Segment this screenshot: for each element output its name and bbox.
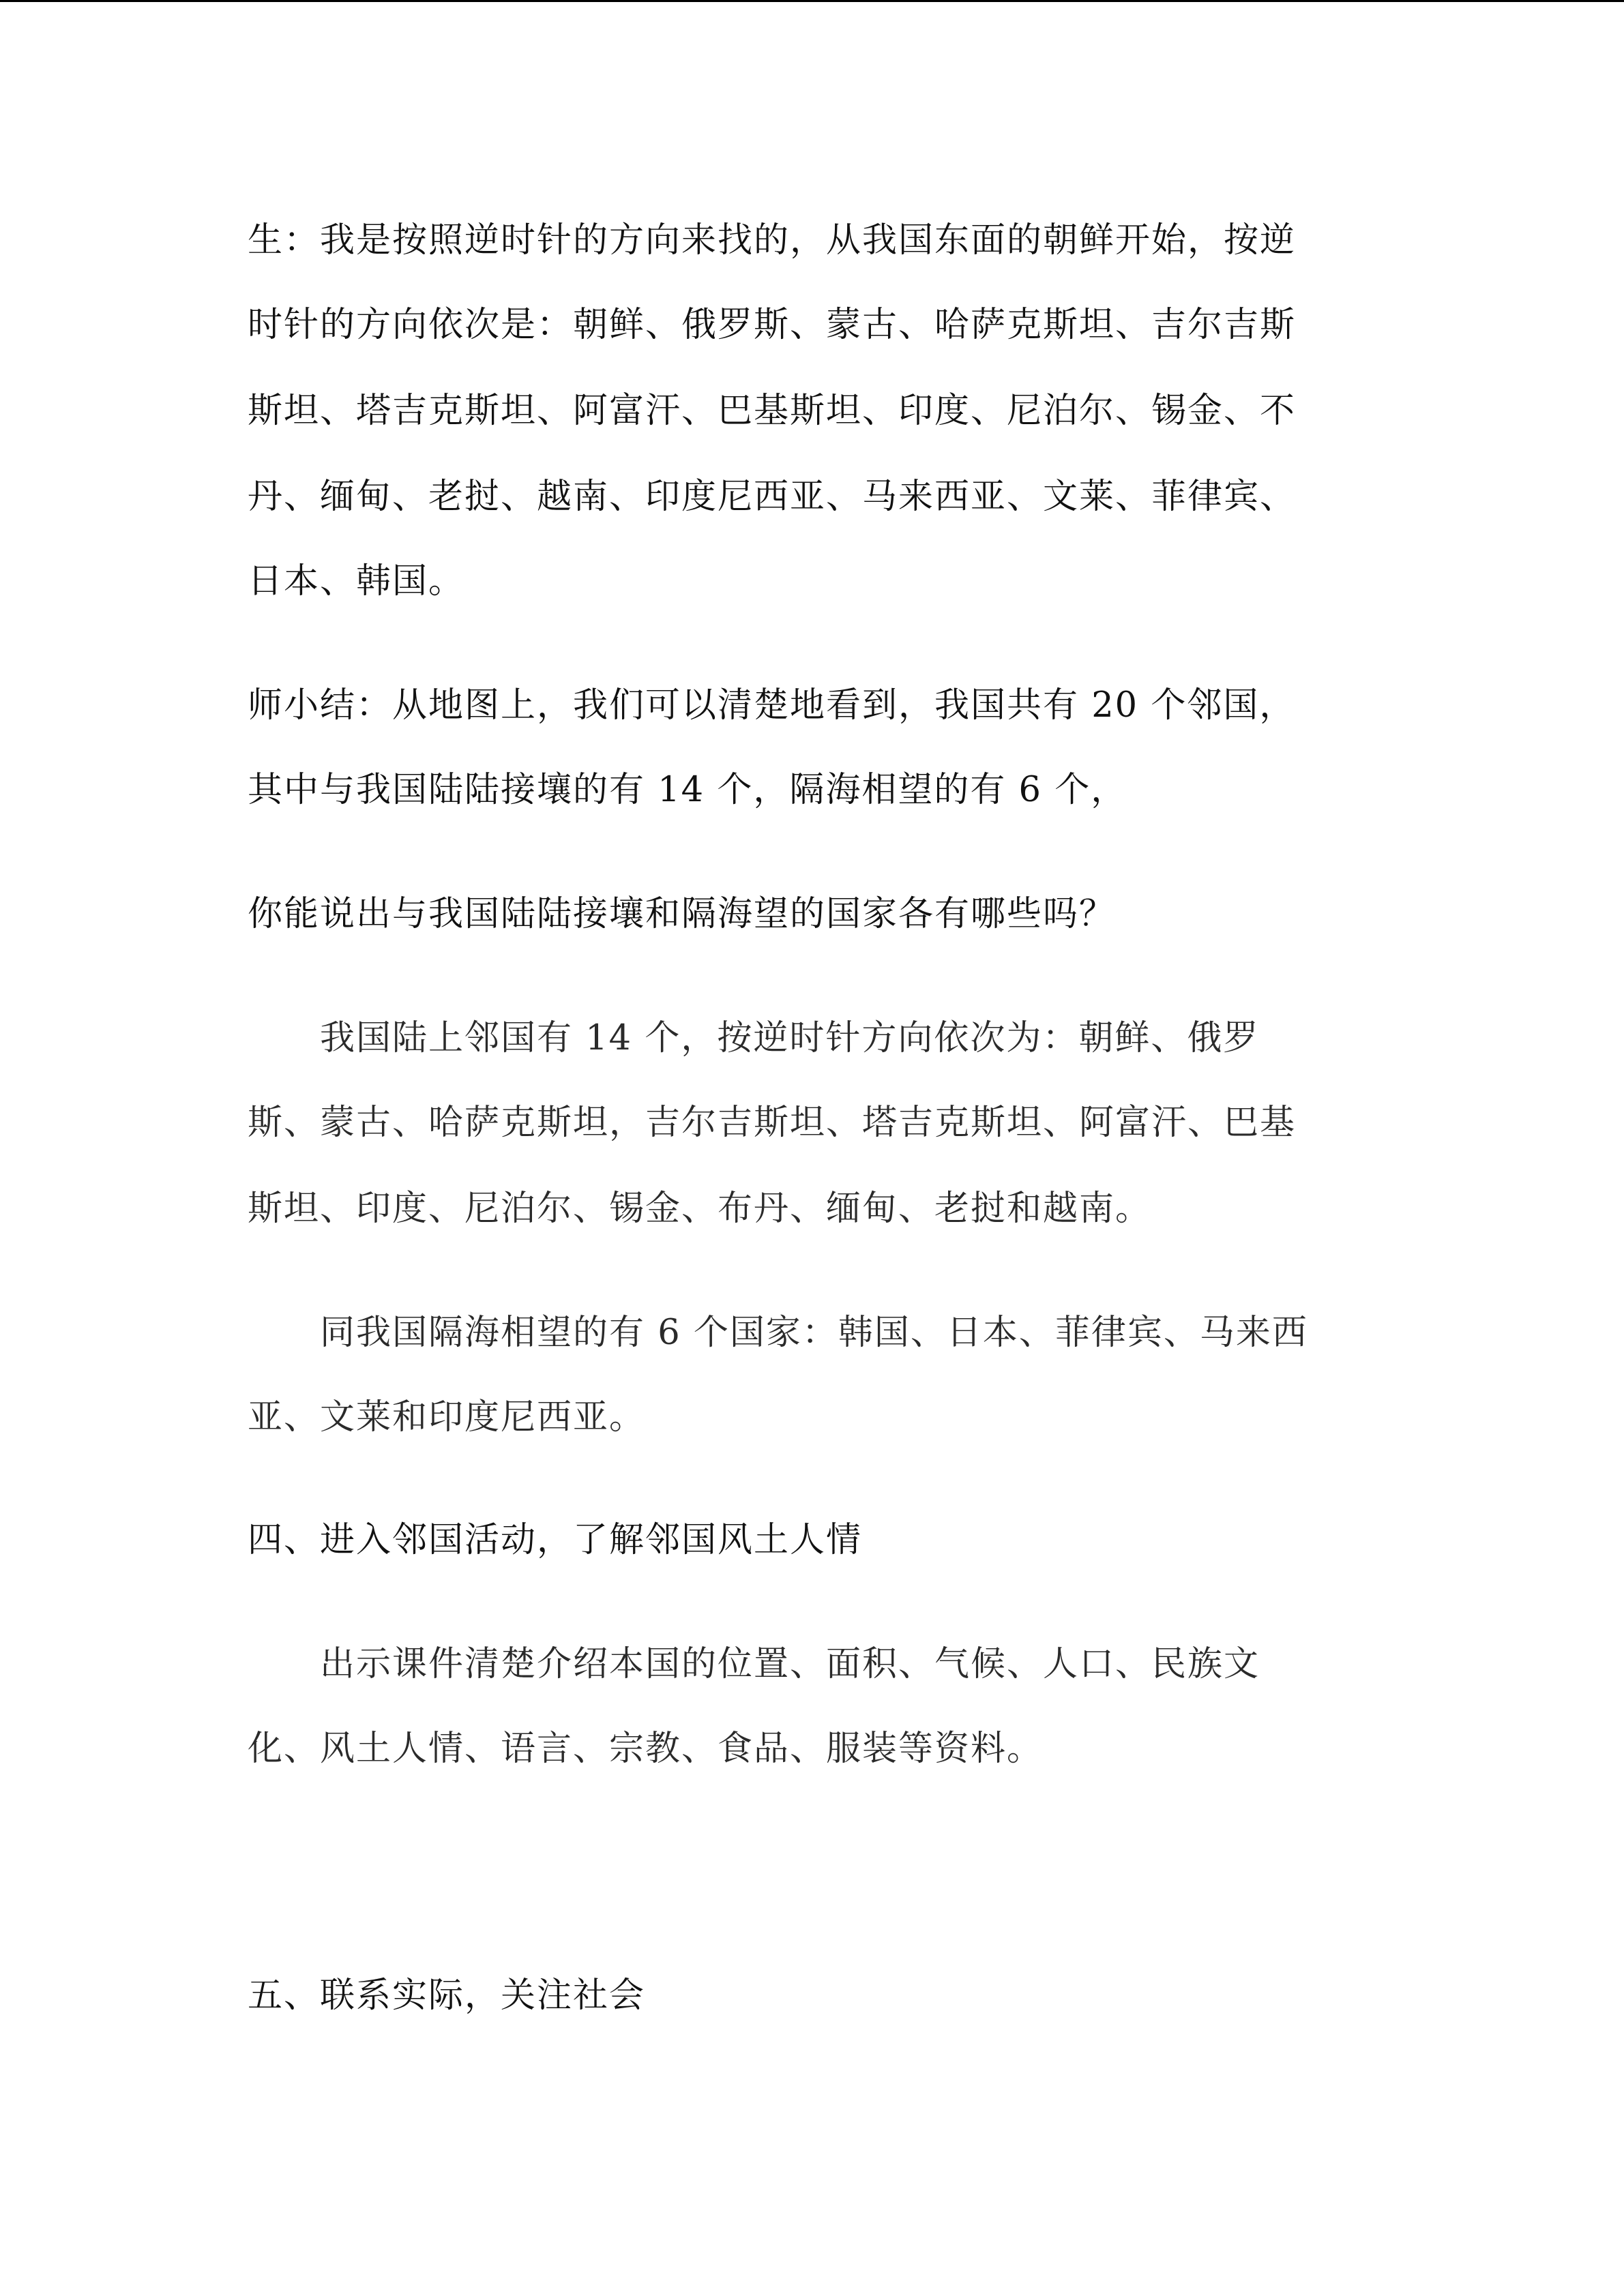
text-line-11: 斯坦、印度、尼泊尔、锡金、布丹、缅甸、老挝和越南。 xyxy=(248,1189,1152,1229)
text-line-1: 生：我是按照逆时针的方向来找的，从我国东面的朝鲜开始，按逆 xyxy=(248,220,1297,260)
text-line-3: 斯坦、塔吉克斯坦、阿富汗、巴基斯坦、印度、尼泊尔、锡金、不 xyxy=(248,391,1297,431)
text-line-15: 出示课件清楚介绍本国的位置、面积、气候、人口、民族文 xyxy=(248,1644,1260,1684)
text-line-8: 你能说出与我国陆陆接壤和隔海望的国家各有哪些吗？ xyxy=(248,894,1116,934)
text-line-16: 化、风土人情、语言、宗教、食品、服装等资料。 xyxy=(248,1729,1044,1769)
section-heading-4: 四、进入邻国活动，了解邻国风土人情 xyxy=(248,1520,863,1560)
text-line-9: 我国陆上邻国有 14 个，按逆时针方向依次为：朝鲜、俄罗 xyxy=(248,1018,1260,1058)
text-line-6: 师小结：从地图上，我们可以清楚地看到，我国共有 20 个邻国， xyxy=(248,685,1296,726)
text-line-2: 时针的方向依次是：朝鲜、俄罗斯、蒙古、哈萨克斯坦、吉尔吉斯 xyxy=(248,305,1297,345)
text-line-4: 丹、缅甸、老挝、越南、印度尼西亚、马来西亚、文莱、菲律宾、 xyxy=(248,477,1297,517)
text-line-5: 日本、韩国。 xyxy=(248,561,465,601)
text-line-10: 斯、蒙古、哈萨克斯坦，吉尔吉斯坦、塔吉克斯坦、阿富汗、巴基 xyxy=(248,1103,1297,1143)
text-line-12: 同我国隔海相望的有 6 个国家：韩国、日本、菲律宾、马来西 xyxy=(248,1313,1308,1353)
text-line-13: 亚、文莱和印度尼西亚。 xyxy=(248,1397,646,1437)
text-line-7: 其中与我国陆陆接壤的有 14 个，隔海相望的有 6 个， xyxy=(248,770,1127,810)
section-heading-5: 五、联系实际，关注社会 xyxy=(248,1976,646,2016)
